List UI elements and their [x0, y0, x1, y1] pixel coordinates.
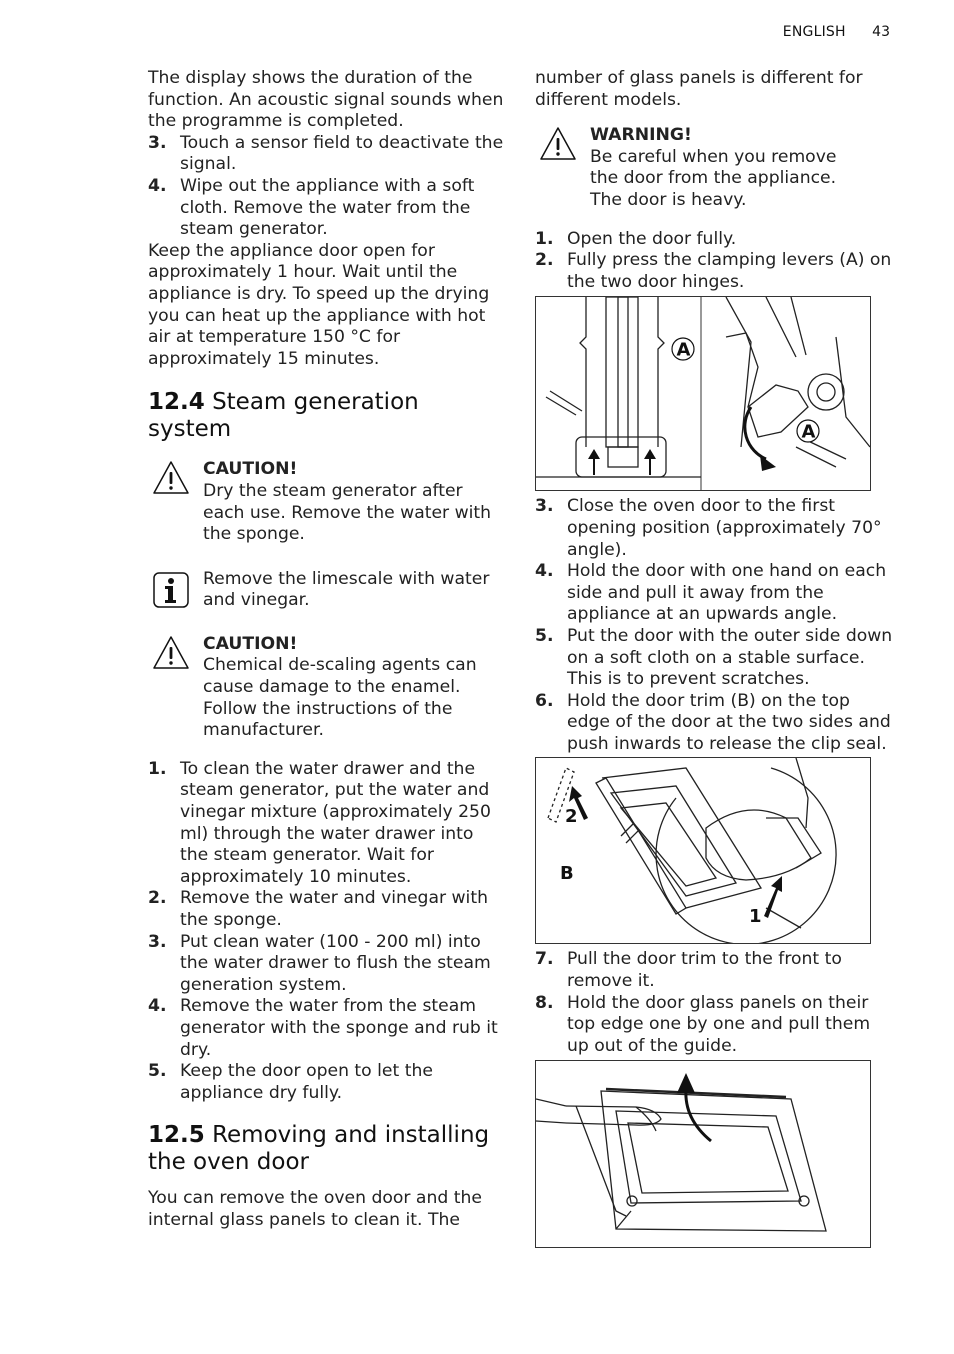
steps-list-b — [148, 759, 504, 1105]
list-item — [148, 1061, 504, 1104]
step-number: 3. — [535, 496, 554, 517]
list-item — [148, 996, 504, 1061]
section-title: Removing and installing the oven door — [148, 1122, 490, 1176]
list-item — [535, 561, 895, 626]
step-number: 6. — [535, 690, 554, 711]
step-text: Remove the water and vinegar with the sponge. — [180, 888, 488, 930]
door-trim-illustration — [535, 757, 871, 944]
step-number: 4. — [148, 175, 167, 196]
info-text: Remove the limescale with water and vinegar. — [203, 568, 490, 611]
step-number: 1. — [535, 228, 554, 249]
step-number: 2. — [535, 250, 554, 271]
glass-panel-drawing — [536, 1061, 870, 1247]
glass-panel-illustration — [535, 1060, 871, 1248]
caution-title: CAUTION! — [203, 459, 298, 480]
caution-notice-1 — [148, 459, 504, 545]
step-number: 4. — [535, 561, 554, 582]
list-item — [535, 626, 895, 691]
left-column — [148, 68, 504, 1232]
drying-text: Keep the appliance door open for approximately 1 hour. Wait until the appliance is dry. To speed up the drying you can heat up the appliance with hot air at temperature 150 °C for approximately 15 minutes. — [148, 240, 490, 369]
step-number: 7. — [535, 949, 554, 970]
step-text: Touch a sensor field to deactivate the signal. — [180, 132, 504, 175]
steps-list-c — [535, 949, 895, 1057]
warning-title: WARNING! — [590, 125, 692, 146]
info-icon — [152, 571, 190, 609]
page-number: 43 — [872, 24, 890, 40]
right-column — [535, 68, 895, 1248]
list-item — [535, 949, 895, 992]
step-text: Hold the door trim (B) on the top edge of the door at the two sides and push inwards to release the clip seal. — [567, 690, 891, 754]
intro-text: The display shows the duration of the function. An acoustic signal sounds when the programme is completed. — [148, 68, 504, 132]
page-header — [783, 22, 890, 44]
section-heading-12-5 — [148, 1122, 504, 1176]
section-number: 12.5 — [148, 1122, 205, 1149]
step-number: 3. — [148, 132, 167, 153]
list-item — [148, 759, 504, 889]
hinge-drawing — [536, 297, 870, 490]
caution-notice-2 — [148, 634, 504, 742]
warning-text: Be careful when you remove the door from the appliance. The door is heavy. — [590, 146, 837, 210]
warning-triangle-icon — [152, 634, 190, 672]
steps-list-a — [535, 229, 895, 294]
label-2: 2 — [565, 806, 578, 828]
language-label: ENGLISH — [782, 24, 846, 40]
label-a-right: A — [801, 421, 816, 443]
list-item — [535, 691, 895, 756]
list-item — [148, 888, 504, 931]
step-text: Pull the door trim to the front to remove it. — [567, 949, 842, 992]
list-item — [535, 496, 895, 561]
step-text: Put the door with the outer side down on a soft cloth on a stable surface. This is to prevent scratches. — [567, 625, 893, 690]
door-intro-text: You can remove the oven door and the internal glass panels to clean it. The — [148, 1188, 482, 1230]
step-text: Open the door fully. — [567, 228, 737, 249]
step-text: To clean the water drawer and the steam generator, put the water and vinegar mixture (approximately 250 ml) through the water drawer into the steam generator. Wait for approximately 10 minutes. — [180, 758, 491, 887]
section-heading-12-4 — [148, 389, 504, 443]
list-item — [535, 993, 895, 1058]
section-number: 12.4 — [148, 389, 205, 416]
step-number: 3. — [148, 931, 167, 952]
step-number: 1. — [148, 758, 167, 779]
step-number: 5. — [535, 625, 554, 646]
list-item — [535, 229, 895, 251]
step-text: Put clean water (100 - 200 ml) into the water drawer to flush the steam generation system. — [180, 931, 491, 995]
caution-title: CAUTION! — [203, 633, 298, 654]
hinge-illustration — [535, 296, 871, 491]
label-1: 1 — [749, 906, 762, 928]
label-b: B — [560, 863, 574, 885]
list-item — [535, 250, 895, 293]
caution-text: Chemical de-scaling agents can cause damage to the enamel. Follow the instructions of the manufacturer. — [203, 655, 477, 741]
step-number: 8. — [535, 992, 554, 1013]
info-notice — [148, 569, 504, 612]
warning-triangle-icon — [152, 459, 190, 497]
caution-text: Dry the steam generator after each use. Remove the water with the sponge. — [203, 480, 492, 545]
step-text: Close the oven door to the first opening position (approximately 70° angle). — [567, 496, 882, 560]
section-title: Steam generation system — [148, 389, 419, 443]
continuation-text: number of glass panels is different for different models. — [535, 68, 863, 110]
warning-triangle-icon — [539, 125, 577, 163]
step-number: 4. — [148, 996, 167, 1017]
list-item — [148, 133, 504, 176]
step-text: Remove the water from the steam generator with the sponge and rub it dry. — [180, 996, 498, 1060]
list-item — [148, 176, 504, 241]
step-number: 2. — [148, 888, 167, 909]
warning-notice — [535, 125, 895, 211]
door-trim-drawing — [536, 758, 870, 943]
label-a-left: A — [676, 339, 691, 361]
step-text: Keep the door open to let the appliance dry fully. — [180, 1061, 433, 1103]
list-item — [148, 932, 504, 997]
step-text: Hold the door with one hand on each side and pull it away from the appliance at an upwards angle. — [567, 561, 887, 625]
step-text: Wipe out the appliance with a soft cloth. Remove the water from the steam generator. — [180, 175, 475, 240]
step-text: Fully press the clamping levers (A) on the two door hinges. — [567, 250, 892, 292]
steps-list-b — [535, 496, 895, 755]
steps-list-a — [148, 133, 504, 241]
step-text: Hold the door glass panels on their top edge one by one and pull them up out of the guide. — [567, 992, 871, 1056]
step-number: 5. — [148, 1061, 167, 1082]
